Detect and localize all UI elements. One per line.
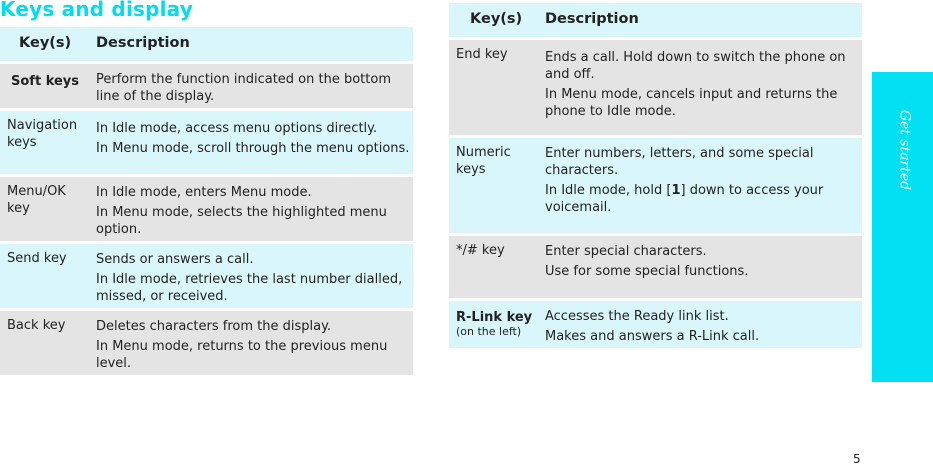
table-row xyxy=(449,301,862,348)
desc-line: Use for some special functions. xyxy=(545,264,749,279)
desc-text: In Idle mode, hold [ xyxy=(545,183,672,198)
key-cell: Menu/OK key xyxy=(0,177,89,241)
desc-line: Ends a call. Hold down to switch the phone on and off. xyxy=(545,50,846,82)
desc-line: In Idle mode, retrieves the last number dialled, missed, or received. xyxy=(96,272,403,304)
header-description: Description xyxy=(89,27,413,61)
page-number: 5 xyxy=(853,452,861,466)
key-cell xyxy=(449,301,538,348)
desc-line: In Menu mode, scroll through the menu options. xyxy=(96,141,410,156)
desc-line: Makes and answers a R-Link call. xyxy=(545,329,760,344)
right-key-table xyxy=(449,0,862,351)
key-location-note: (on the left) xyxy=(456,325,522,338)
desc-cell xyxy=(89,311,413,375)
key-name: R-Link key xyxy=(456,310,533,325)
desc-line: Enter numbers, letters, and some special characters. xyxy=(545,146,814,178)
desc-line: In Menu mode, returns to the previous menu level. xyxy=(96,339,388,371)
desc-cell xyxy=(89,177,413,241)
desc-line: In Menu mode, cancels input and returns the phone to Idle mode. xyxy=(545,87,838,119)
key-cell: Numeric keys xyxy=(449,138,538,233)
key-cell: Send key xyxy=(0,244,89,308)
desc-cell xyxy=(538,301,862,348)
desc-line xyxy=(545,182,860,216)
table-row xyxy=(0,244,413,308)
desc-line: In Idle mode, enters Menu mode. xyxy=(96,185,312,200)
desc-text: ] down to access your voicemail. xyxy=(545,183,824,215)
table-header-row xyxy=(0,27,413,61)
key-cell: */# key xyxy=(449,236,538,298)
header-keys: Key(s) xyxy=(0,27,89,61)
table-row xyxy=(0,311,413,375)
table-row xyxy=(0,111,413,174)
desc-cell xyxy=(538,138,862,233)
header-description: Description xyxy=(538,3,862,37)
page-title: Keys and display xyxy=(0,0,193,21)
desc-cell xyxy=(89,64,413,108)
table-row xyxy=(449,236,862,298)
key-cell: Navigation keys xyxy=(0,111,89,174)
desc-line: Accesses the Ready link list. xyxy=(545,309,729,324)
desc-cell xyxy=(89,244,413,308)
desc-cell xyxy=(89,111,413,174)
desc-line: Sends or answers a call. xyxy=(96,252,254,267)
key-1-label: 1 xyxy=(671,183,681,198)
table-row xyxy=(0,177,413,241)
desc-cell xyxy=(538,40,862,135)
left-key-table xyxy=(0,24,413,378)
desc-line: Perform the function indicated on the bottom line of the display. xyxy=(96,72,391,104)
table-row xyxy=(449,40,862,135)
table-row xyxy=(449,138,862,233)
desc-line: In Menu mode, selects the highlighted menu option. xyxy=(96,205,387,237)
key-cell: End key xyxy=(449,40,538,135)
header-keys: Key(s) xyxy=(449,3,538,37)
table-header-row xyxy=(449,3,862,37)
key-cell: Back key xyxy=(0,311,89,375)
desc-line: Enter special characters. xyxy=(545,244,707,259)
desc-line: In Idle mode, access menu options directly. xyxy=(96,121,378,136)
section-side-label: Get started xyxy=(896,109,913,191)
table-row xyxy=(0,64,413,108)
desc-cell xyxy=(538,236,862,298)
desc-line: Deletes characters from the display. xyxy=(96,319,332,334)
key-cell: Soft keys xyxy=(0,64,89,108)
